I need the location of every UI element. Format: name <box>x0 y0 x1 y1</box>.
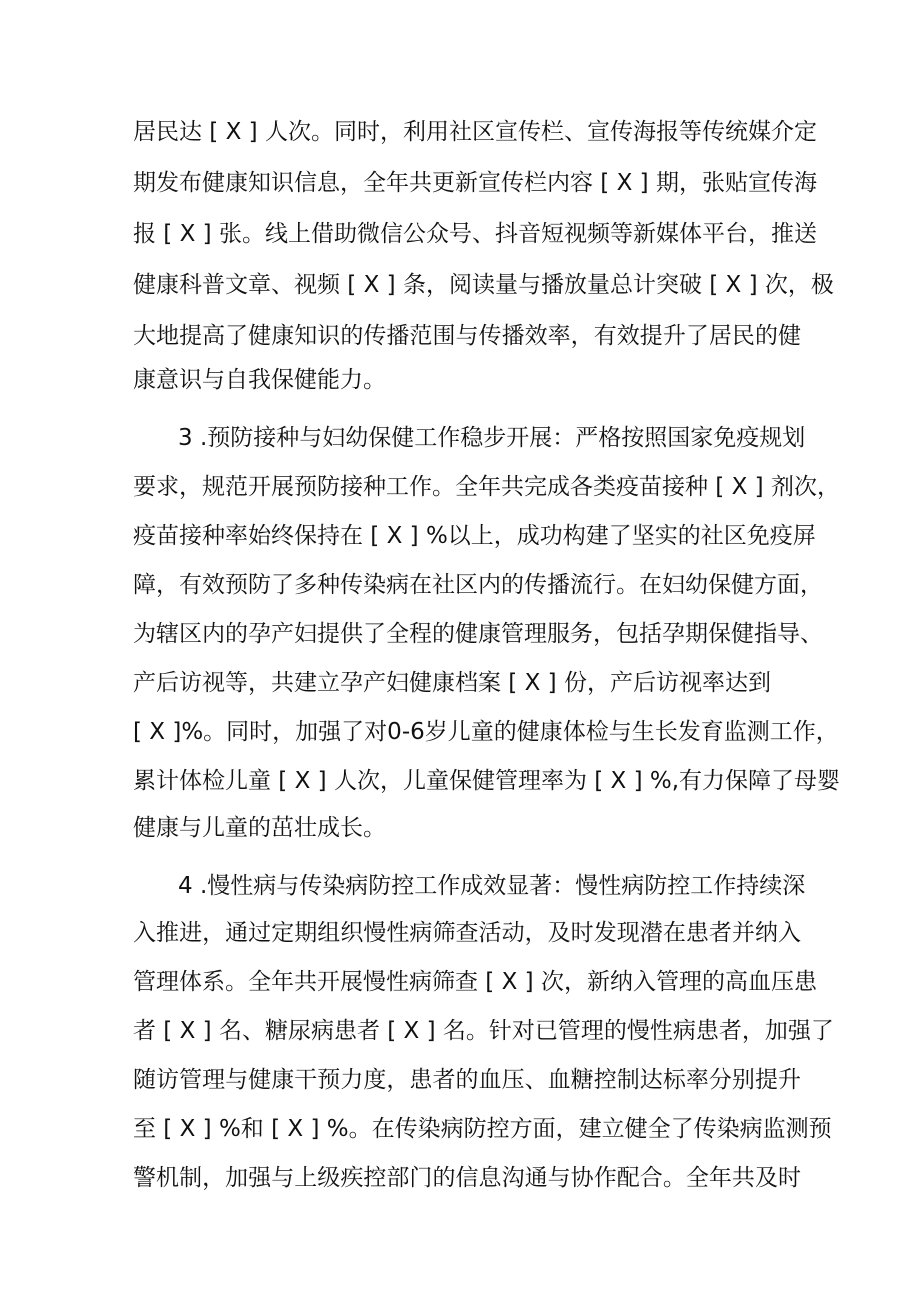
text-line: 3 .预防接种与妇幼保健工作稳步开展：严格按照国家免疫规划 <box>178 425 806 451</box>
text-line: 至 [ X ] %和 [ X ] %。在传染病防控方面，建立健全了传染病监测预 <box>133 1116 832 1142</box>
text-line: 入推进，通过定期组织慢性病筛查活动，及时发现潜在患者并纳入 <box>133 920 801 946</box>
text-line: 疫苗接种率始终保持在 [ X ] %以上，成功构建了坚实的社区免疫屏 <box>133 523 816 549</box>
text-line: 累计体检儿童 [ X ] 人次，儿童保健管理率为 [ X ] %,有力保障了母婴 <box>133 768 841 794</box>
text-line: 要求，规范开展预防接种工作。全年共完成各类疫苗接种 [ X ] 剂次， <box>133 474 840 500</box>
text-line: 大地提高了健康知识的传播范围与传播效率，有效提升了居民的健 <box>133 323 801 349</box>
text-line: 康意识与自我保健能力。 <box>133 367 386 393</box>
text-line: 报 [ X ] 张。线上借助微信公众号、抖音短视频等新媒体平台，推送 <box>133 221 817 247</box>
text-line: 为辖区内的孕产妇提供了全程的健康管理服务，包括孕期保健指导、 <box>133 621 823 647</box>
text-line: 期发布健康知识信息，全年共更新宣传栏内容 [ X ] 期，张贴宣传海 <box>133 170 817 196</box>
text-line: 健康科普文章、视频 [ X ] 条，阅读量与播放量总计突破 [ X ] 次，极 <box>133 272 834 298</box>
text-line: 管理体系。全年共开展慢性病筛查 [ X ] 次，新纳入管理的高血压患 <box>133 969 817 995</box>
text-line: 4 .慢性病与传染病防控工作成效显著：慢性病防控工作持续深 <box>178 873 806 899</box>
text-line: 产后访视等，共建立孕产妇健康档案 [ X ] 份，产后访视率达到 <box>133 670 771 696</box>
text-line: 随访管理与健康干预力度，患者的血压、血糖控制达标率分别提升 <box>133 1067 801 1093</box>
text-line: [ X ]%。同时，加强了对0-6岁儿童的健康体检与生长发育监测工作， <box>133 719 839 745</box>
text-line: 障，有效预防了多种传染病在社区内的传播流行。在妇幼保健方面， <box>133 572 823 598</box>
text-line: 者 [ X ] 名、糖尿病患者 [ X ] 名。针对已管理的慢性病患者，加强了 <box>133 1018 834 1044</box>
text-line: 警机制，加强与上级疾控部门的信息沟通与协作配合。全年共及时 <box>133 1165 801 1191</box>
text-line: 健康与儿童的茁壮成长。 <box>133 815 386 841</box>
text-line: 居民达 [ X ] 人次。同时，利用社区宣传栏、宣传海报等传统媒介定 <box>133 119 817 145</box>
